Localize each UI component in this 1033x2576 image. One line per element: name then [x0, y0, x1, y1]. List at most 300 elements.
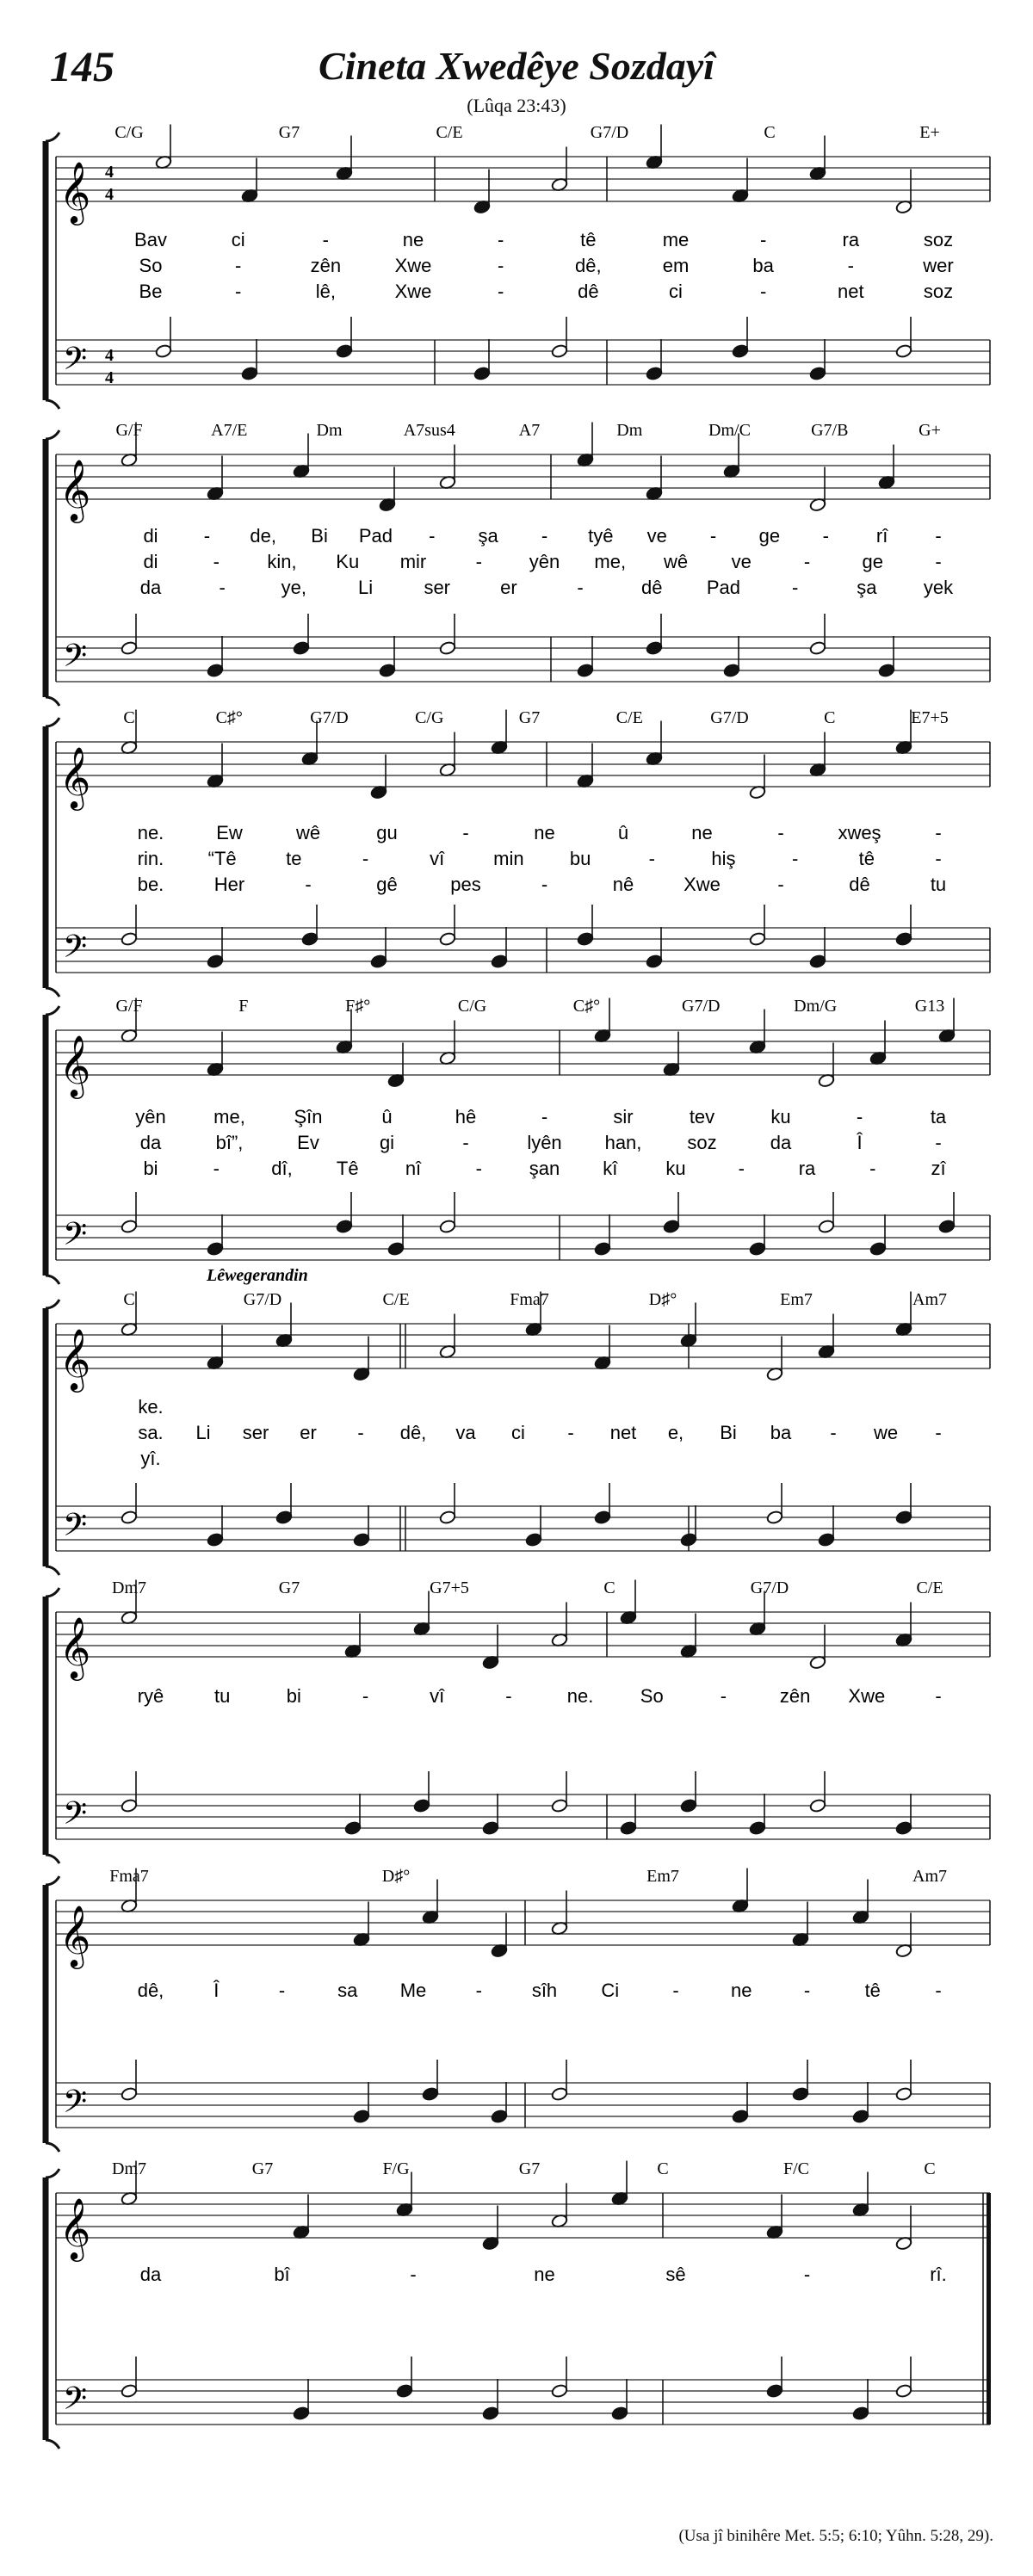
chord-symbol: C — [764, 123, 776, 142]
note-head — [818, 1532, 835, 1547]
chord-symbol: A7/E — [211, 421, 248, 440]
bass-clef: 𝄢 — [62, 342, 88, 384]
chord-symbol: C — [824, 708, 836, 727]
lyric-syllable: Me — [399, 1980, 427, 2001]
system-8 — [46, 2159, 991, 2449]
lyric-syllable: yî. — [140, 1448, 161, 1469]
lyric-syllable: - — [213, 551, 220, 572]
note-head — [121, 1798, 138, 1813]
lyric-syllable: kî — [603, 1158, 618, 1179]
hymn-title: Cineta Xwedêye Sozdayî — [319, 44, 714, 88]
lyric-syllable: - — [760, 229, 767, 250]
lyric-syllable: da — [139, 2264, 162, 2285]
lyric-syllable: e, — [667, 1422, 684, 1443]
lyric-syllable: ne — [402, 229, 424, 250]
lyric-syllable: xweş — [838, 822, 881, 843]
chord-symbol: G7 — [251, 2159, 274, 2178]
note-head — [869, 1241, 887, 1256]
lyric-syllable: sir — [613, 1106, 634, 1127]
lyric-syllable: - — [847, 255, 854, 276]
note-head — [241, 366, 258, 380]
lyric-syllable: wê — [295, 822, 321, 843]
lyric-syllable: - — [803, 2264, 811, 2285]
lyric-syllable: ye, — [281, 577, 307, 598]
chord-symbol: C/E — [615, 708, 643, 727]
lyric-syllable: me — [662, 229, 690, 250]
note-head — [525, 1532, 542, 1547]
lyric-syllable: - — [935, 848, 942, 869]
lyric-syllable: pes — [450, 874, 481, 895]
chord-symbol: C/E — [916, 1578, 943, 1597]
chord-symbol: Dm7 — [112, 2159, 146, 2178]
note-head — [207, 954, 224, 968]
treble-clef: 𝄞 — [59, 461, 91, 520]
lyric-syllable: sa — [337, 1980, 358, 2001]
lyric-syllable: - — [822, 525, 829, 547]
system-3 — [46, 708, 990, 997]
lyric-syllable: - — [203, 525, 211, 547]
chord-symbol: Dm — [616, 421, 643, 440]
lyric-syllable: Xwe — [848, 1685, 886, 1707]
note-head — [482, 1820, 499, 1835]
lyric-syllable: tu — [930, 874, 947, 895]
lyric-syllable: me, — [213, 1106, 245, 1127]
chord-symbol: C — [603, 1578, 615, 1597]
time-sig-bottom: 4 — [105, 368, 114, 387]
note-head — [594, 1241, 611, 1256]
lyric-syllable: soz — [923, 281, 954, 302]
tempo-mark: Lêwegerandin — [207, 1266, 308, 1285]
note-head — [439, 1219, 456, 1233]
lyric-syllable: me, — [594, 551, 627, 572]
lyric-syllable: yên — [135, 1106, 166, 1127]
lyric-syllable: nî — [405, 1158, 422, 1179]
note-head — [646, 954, 663, 968]
note-head — [121, 1219, 138, 1233]
note-head — [792, 2086, 809, 2101]
chord-symbol: Em7 — [646, 1867, 679, 1886]
note-head — [895, 2086, 912, 2101]
lyric-syllable: - — [362, 848, 369, 869]
lyric-syllable: tê — [858, 848, 875, 869]
lyric-syllable: ser — [242, 1422, 269, 1443]
time-sig-bottom: 4 — [105, 185, 114, 204]
lyric-syllable: - — [505, 1685, 512, 1707]
lyric-syllable: te — [286, 848, 302, 869]
chord-symbol: Am7 — [912, 1867, 947, 1886]
chord-symbol: Em7 — [780, 1290, 813, 1309]
note-head — [611, 2406, 628, 2420]
chord-symbol: G7/D — [243, 1290, 282, 1309]
lyric-syllable: ge — [758, 525, 781, 547]
lyric-syllable: - — [213, 1158, 220, 1179]
lyric-syllable: yên — [529, 551, 560, 572]
note-head — [121, 1510, 138, 1524]
note-head — [895, 931, 912, 946]
lyric-syllable: - — [830, 1422, 837, 1443]
lyric-syllable: - — [322, 229, 329, 250]
note-head — [439, 640, 456, 655]
bass-clef: 𝄢 — [62, 639, 88, 681]
chord-symbol: C♯° — [572, 997, 601, 1016]
note-head — [732, 343, 749, 358]
lyric-syllable: - — [777, 822, 784, 843]
lyric-syllable: ci — [231, 229, 245, 250]
note-head — [551, 1798, 568, 1813]
chord-symbol: G7/B — [811, 421, 849, 440]
note-head — [473, 366, 491, 380]
bass-clef: 𝄢 — [62, 1796, 88, 1838]
note-head — [895, 1510, 912, 1524]
note-head — [155, 343, 172, 358]
lyric-syllable: - — [498, 255, 504, 276]
lyric-syllable: - — [791, 848, 799, 869]
chord-symbol: G+ — [919, 421, 941, 440]
lyric-syllable: ser — [424, 577, 451, 598]
note-head — [818, 1219, 835, 1233]
lyric-syllable: ci — [511, 1422, 525, 1443]
lyric-syllable: lê, — [315, 281, 336, 302]
lyric-syllable: zî — [931, 1158, 946, 1179]
lyric-syllable: mir — [399, 551, 427, 572]
lyric-syllable: - — [541, 874, 548, 895]
lyric-syllable: bî — [274, 2264, 290, 2285]
lyric-syllable: han, — [604, 1132, 642, 1153]
lyric-syllable: tê — [580, 229, 597, 250]
note-head — [852, 2109, 869, 2123]
hymn-number: 145 — [50, 42, 114, 90]
chord-symbol: E+ — [919, 123, 940, 142]
lyric-syllable: - — [475, 1980, 482, 2001]
lyric-syllable: şa — [478, 525, 498, 547]
time-sig-top: 4 — [105, 163, 114, 182]
lyric-syllable: - — [935, 525, 942, 547]
note-head — [577, 931, 594, 946]
lyric-syllable: kin, — [267, 551, 297, 572]
note-head — [852, 2406, 869, 2420]
final-barline-thick — [987, 2193, 991, 2425]
lyric-syllable: - — [410, 2264, 417, 2285]
chord-symbol: C♯° — [215, 708, 243, 727]
chord-symbol: C — [123, 1290, 135, 1309]
note-head — [663, 1219, 680, 1233]
lyric-syllable: bi — [286, 1685, 301, 1707]
treble-clef: 𝄞 — [59, 1331, 91, 1389]
note-head — [749, 1241, 766, 1256]
lyric-syllable: Li — [357, 577, 374, 598]
chord-symbol: C/G — [114, 123, 144, 142]
lyric-syllable: Ev — [297, 1132, 319, 1153]
lyric-syllable: - — [429, 525, 436, 547]
lyric-syllable: Î — [213, 1980, 220, 2001]
lyric-syllable: - — [803, 1980, 811, 2001]
note-head — [878, 663, 895, 677]
system-6 — [46, 1578, 990, 1863]
chord-symbol: C/G — [415, 708, 444, 727]
note-head — [809, 366, 826, 380]
lyric-syllable: er — [300, 1422, 317, 1443]
lyric-syllable: rî. — [930, 2264, 947, 2285]
chord-symbol: G7 — [278, 1578, 300, 1597]
lyric-syllable: Şîn — [294, 1106, 323, 1127]
bass-clef: 𝄢 — [62, 1217, 88, 1259]
bass-clef: 𝄢 — [62, 2381, 88, 2424]
lyric-syllable: dê — [641, 577, 663, 598]
lyric-syllable: min — [493, 848, 524, 869]
lyric-syllable: - — [720, 1685, 727, 1707]
chord-symbol: A7 — [518, 421, 541, 440]
note-head — [551, 2383, 568, 2398]
note-head — [344, 1820, 362, 1835]
lyric-syllable: lyên — [527, 1132, 562, 1153]
lyric-syllable: - — [357, 1422, 364, 1443]
lyric-syllable: net — [609, 1422, 637, 1443]
system-5 — [46, 1266, 990, 1575]
lyric-syllable: - — [278, 1980, 286, 2001]
lyric-syllable: ku — [665, 1158, 686, 1179]
scripture-reference: (Lûqa 23:43) — [467, 95, 566, 116]
chord-symbol: C — [123, 708, 135, 727]
lyric-syllable: er — [500, 577, 517, 598]
lyric-syllable: soz — [687, 1132, 717, 1153]
lyric-syllable: ba — [752, 255, 774, 276]
lyric-syllable: - — [305, 874, 312, 895]
lyric-syllable: - — [475, 551, 482, 572]
note-head — [293, 640, 310, 655]
lyric-syllable: ne — [534, 2264, 555, 2285]
lyric-syllable: de, — [250, 525, 277, 547]
lyric-syllable: dî, — [271, 1158, 293, 1179]
note-head — [439, 931, 456, 946]
lyric-syllable: Bi — [311, 525, 328, 547]
lyric-syllable: sê — [665, 2264, 686, 2285]
lyric-syllable: tê — [864, 1980, 881, 2001]
lyric-syllable: di — [143, 551, 158, 572]
lyric-syllable: bî”, — [215, 1132, 244, 1153]
system-1 — [46, 123, 990, 409]
lyric-syllable: So — [640, 1685, 664, 1707]
note-head — [577, 663, 594, 677]
lyric-syllable: - — [567, 1422, 574, 1443]
lyric-syllable: - — [935, 1980, 942, 2001]
treble-clef: 𝄞 — [59, 1907, 91, 1966]
lyric-syllable: “Tê — [207, 848, 237, 869]
lyric-syllable: - — [791, 577, 799, 598]
note-head — [121, 931, 138, 946]
lyric-syllable: gu — [376, 822, 398, 843]
chord-symbol: Dm/G — [794, 997, 838, 1016]
lyric-syllable: wê — [663, 551, 689, 572]
lyric-syllable: Xwe — [394, 255, 432, 276]
lyric-syllable: da — [770, 1132, 792, 1153]
bass-clef: 𝄢 — [62, 1508, 88, 1550]
lyric-syllable: di — [143, 525, 158, 547]
lyric-syllable: ba — [770, 1422, 792, 1443]
lyric-syllable: nê — [612, 874, 634, 895]
chord-symbol: G/F — [115, 421, 143, 440]
lyric-syllable: net — [838, 281, 864, 302]
bass-clef: 𝄢 — [62, 930, 88, 972]
note-head — [121, 2383, 138, 2398]
chord-symbol: G7 — [518, 708, 541, 727]
lyric-syllable: Li — [195, 1422, 211, 1443]
note-head — [680, 1798, 697, 1813]
lyric-syllable: tyê — [588, 525, 614, 547]
lyric-syllable: şa — [857, 577, 877, 598]
chord-symbol: G7/D — [590, 123, 629, 142]
note-head — [551, 2086, 568, 2101]
lyric-syllable: dê — [849, 874, 870, 895]
lyric-syllable: Tê — [336, 1158, 359, 1179]
chord-symbol: F♯° — [345, 997, 371, 1016]
note-head — [207, 663, 224, 677]
chord-symbol: Dm7 — [112, 1578, 146, 1597]
lyric-syllable: Be — [139, 281, 163, 302]
lyric-syllable: rî — [875, 525, 888, 547]
lyric-syllable: - — [803, 551, 811, 572]
chord-symbol: G/F — [115, 997, 143, 1016]
note-head — [723, 663, 740, 677]
note-head — [336, 343, 353, 358]
note-head — [895, 1820, 912, 1835]
lyric-syllable: - — [869, 1158, 876, 1179]
lyric-syllable: - — [648, 848, 655, 869]
lyric-syllable: ta — [930, 1106, 947, 1127]
lyric-syllable: - — [935, 822, 942, 843]
lyric-syllable: şan — [529, 1158, 560, 1179]
chord-symbol: F/C — [782, 2159, 810, 2178]
chord-symbol: E7+5 — [911, 708, 949, 727]
lyric-syllable: - — [362, 1685, 369, 1707]
treble-clef: 𝄞 — [59, 1037, 91, 1096]
bass-clef: 𝄢 — [62, 2085, 88, 2127]
system-7 — [46, 1867, 990, 2152]
chord-symbol: G7 — [518, 2159, 541, 2178]
chord-symbol: G7/D — [710, 708, 749, 727]
lyric-syllable: dê, — [399, 1422, 427, 1443]
lyric-syllable: ra — [842, 229, 860, 250]
lyric-syllable: - — [235, 255, 242, 276]
lyric-syllable: ne. — [566, 1685, 594, 1707]
chord-symbol: G7/D — [750, 1578, 789, 1597]
lyric-syllable: tu — [214, 1685, 231, 1707]
note-head — [732, 2109, 749, 2123]
lyric-syllable: ne. — [137, 822, 164, 843]
note-head — [895, 2383, 912, 2398]
chord-symbol: Fma7 — [109, 1867, 149, 1886]
chord-symbol: Am7 — [912, 1290, 947, 1309]
lyric-syllable: - — [856, 1106, 863, 1127]
note-head — [809, 954, 826, 968]
lyric-syllable: bi — [143, 1158, 158, 1179]
lyric-syllable: gi — [379, 1132, 395, 1153]
lyric-syllable: Pad — [358, 525, 393, 547]
footnote: (Usa jî binihêre Met. 5:5; 6:10; Yûhn. 5:28, 29). — [678, 2527, 993, 2545]
lyric-syllable: ne — [731, 1980, 752, 2001]
lyric-syllable: - — [541, 1106, 548, 1127]
chord-symbol: A7sus4 — [403, 421, 455, 440]
note-head — [680, 1532, 697, 1547]
lyric-syllable: Xwe — [684, 874, 721, 895]
lyric-syllable: ku — [770, 1106, 791, 1127]
lyric-syllable: Bav — [134, 229, 167, 250]
note-head — [353, 1532, 370, 1547]
note-head — [749, 931, 766, 946]
treble-clef: 𝄞 — [59, 164, 91, 222]
lyric-syllable: ci — [669, 281, 683, 302]
lyric-syllable: sa. — [138, 1422, 164, 1443]
treble-clef: 𝄞 — [59, 749, 91, 807]
note-head — [809, 640, 826, 655]
lyric-syllable: dê, — [137, 1980, 164, 2001]
note-head — [293, 2406, 310, 2420]
lyric-syllable: hiş — [711, 848, 736, 869]
note-head — [491, 954, 508, 968]
chord-symbol: C/E — [382, 1290, 410, 1309]
lyric-syllable: - — [672, 1980, 679, 2001]
chord-symbol: D♯° — [381, 1867, 411, 1886]
note-head — [370, 954, 387, 968]
lyric-syllable: - — [498, 281, 504, 302]
lyric-syllable: - — [709, 525, 717, 547]
note-head — [895, 343, 912, 358]
chord-symbol: D♯° — [648, 1290, 677, 1309]
note-head — [551, 343, 568, 358]
note-head — [396, 2383, 413, 2398]
note-head — [809, 1798, 826, 1813]
chord-symbol: G7+5 — [430, 1578, 469, 1597]
chord-symbol: G7 — [278, 123, 300, 142]
lyric-syllable: zên — [310, 255, 342, 276]
note-head — [207, 1241, 224, 1256]
note-head — [620, 1820, 637, 1835]
note-head — [387, 1241, 405, 1256]
lyric-syllable: - — [498, 229, 504, 250]
lyric-syllable: Ew — [216, 822, 243, 843]
note-head — [491, 2109, 508, 2123]
lyric-syllable: - — [462, 822, 469, 843]
chord-symbol: C/G — [457, 997, 487, 1016]
chord-symbol: F/G — [382, 2159, 410, 2178]
note-head — [353, 2109, 370, 2123]
lyric-syllable: û — [381, 1106, 393, 1127]
lyric-syllable: Î — [857, 1132, 863, 1153]
chord-symbol: G7/D — [682, 997, 721, 1016]
note-head — [646, 366, 663, 380]
treble-clef: 𝄞 — [59, 2200, 91, 2258]
lyric-syllable: - — [577, 577, 584, 598]
lyric-syllable: ra — [798, 1158, 816, 1179]
lyric-syllable: Pad — [706, 577, 741, 598]
lyric-syllable: - — [777, 874, 784, 895]
note-head — [413, 1798, 430, 1813]
lyric-syllable: soz — [923, 229, 954, 250]
lyric-syllable: - — [935, 551, 942, 572]
lyric-syllable: - — [935, 1422, 942, 1443]
note-head — [275, 1510, 293, 1524]
chord-symbol: Dm — [316, 421, 343, 440]
note-head — [336, 1219, 353, 1233]
lyric-syllable: - — [738, 1158, 745, 1179]
lyric-syllable: da — [139, 1132, 162, 1153]
lyric-syllable: û — [617, 822, 629, 843]
chord-symbol: C — [657, 2159, 669, 2178]
lyric-syllable: - — [462, 1132, 469, 1153]
note-head — [301, 931, 319, 946]
system-2 — [46, 421, 990, 706]
treble-clef: 𝄞 — [59, 1619, 91, 1677]
lyric-syllable: tev — [689, 1106, 715, 1127]
